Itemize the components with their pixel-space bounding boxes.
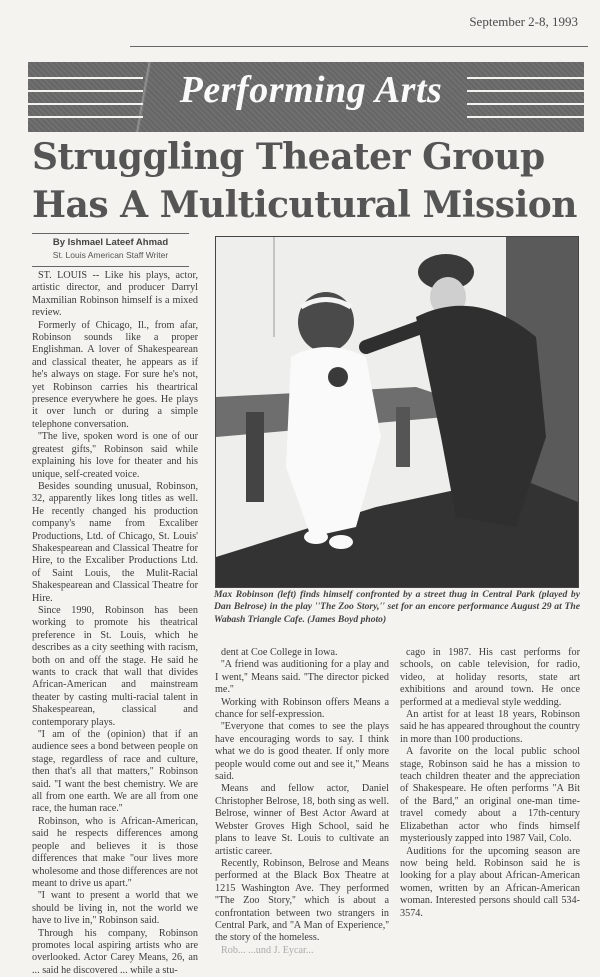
paragraph: A favorite on the local public school stage, Robinson said he has a mission to teach children theater and the appreciation of Shakespeare. He often performs ''A Bit of the Bard,'' an original one-man time-travel comedy about a 17th-century Elizabethan actor who finds himself mysteriously zapped into 1987 Vail, Colo. <box>400 746 580 845</box>
paragraph: cago in 1987. His cast performs for schools, on cable television, for radio, video, at holiday resorts, state art exhibitions and around town. He once performed at a medieval style wedding. <box>400 647 580 708</box>
paragraph: dent at Coe College in Iowa. <box>221 647 338 658</box>
byline-role: St. Louis American Staff Writer <box>52 250 169 260</box>
article-column-3 <box>400 647 580 920</box>
photo-caption: Max Robinson (left) finds himself confronted by a street thug in Central Park (played by Dan Belrose) in the play ''The Zoo Story,'' set for an encore performance August 29 at The Wabash Triangle Cafe. (James Boyd photo) <box>214 589 580 625</box>
section-title: Performing Arts <box>179 69 443 111</box>
paragraph: An artist for at least 18 years, Robinson said he has appeared throughout the country in more than 100 productions. <box>400 709 580 745</box>
byline-rule <box>32 266 189 267</box>
headline <box>32 133 592 229</box>
paragraph: Through his company, Robinson promotes local aspiring artists who are overlooked. Actor Carey Means, 26, an ... said he discovered ... while a stu- <box>32 927 198 976</box>
headline-line-1: Struggling Theater Group <box>32 136 545 178</box>
paragraph: Auditions for the upcoming season are now being held. Robinson said he is looking for a play about African-American women, written by an African-American woman. Interested persons should call 534-3574. <box>400 845 580 919</box>
paragraph: ST. LOUIS -- Like his plays, actor, artistic director, and producer Darryl Maxmilian Robinson himself is a mixed review. <box>32 270 198 319</box>
photo-illustration <box>216 237 578 587</box>
faded-text: Rob... ...und J. Eycar... <box>221 944 314 956</box>
banner-stripes-right <box>467 77 584 119</box>
top-rule <box>130 46 588 47</box>
byline-rule <box>32 233 189 234</box>
paragraph: ''I want to present a world that we should be living in, not the world we have to live in,'' Robinson said. <box>32 890 198 927</box>
paragraph: Working with Robinson offers Means a chance for self-expression. <box>215 696 389 721</box>
paragraph: Means and fellow actor, Daniel Christopher Belrose, 18, both sing as well. Belrose, winner of Best Actor Award at Webster Groves High School, said he plans to leave St. Louis to cultivate an artistic career. <box>215 783 389 857</box>
paragraph: Robinson, who is African-American, said he respects differences among people and believes it is those differences that make ''our lives more wholesome and those differences are not meant to drive us apart.'' <box>32 815 198 889</box>
paragraph: Besides sounding unusual, Robinson, 32, apparently likes long titles as well. He recently changed his production company's name from Excaliber Productions, Ltd. of Chicago, St. Louis' Shakespearean and Classical Theatre for Hire, to the Excaliber Productions Ltd. of Saint Louis, the Mulit-Racial Shakespearean and Classical Theatre for Hire. <box>32 480 198 604</box>
paragraph: Since 1990, Robinson has been working to promote his theatrical preference in St. Louis, which he describes as a city seething with racism, both on and off the stage. He said he wants to crack that wall that divides African-American and mainstream theater by casting multi-racial talent in Shakespearean, classical and contemporary plays. <box>32 604 198 728</box>
stage-photo <box>215 236 579 588</box>
byline-author: By Ishmael Lateef Ahmad <box>52 237 169 248</box>
dateline: September 2-8, 1993 <box>469 14 578 29</box>
section-banner <box>28 62 584 132</box>
paragraph: ''Everyone that comes to see the plays have encouraging words to say. I think what we do is good theater. If only more people would come out and see it,'' Means said. <box>215 721 389 783</box>
byline <box>32 237 189 260</box>
article-column-2 <box>215 647 389 957</box>
paragraph: ''A friend was auditioning for a play and I went,'' Means said. ''The director picked me.'' <box>215 659 389 696</box>
headline-line-2: Has A Multicutural Mission <box>32 184 577 226</box>
paper-tear <box>123 62 173 132</box>
paragraph: ''I am of the (opinion) that if an audience sees a bond between people on stage, regardless of race and culture, then that's all that matters,'' Robinson said. ''I want the best chemistry. We are all from one earth. We are all from one race, the human race.'' <box>32 729 198 815</box>
paragraph: ''The live, spoken word is one of our greatest gifts,'' Robinson said while explaining his love for theater and his unique, self-created voice. <box>32 431 198 480</box>
article-column-1 <box>32 270 198 977</box>
paragraph: Recently, Robinson, Belrose and Means performed at the Black Box Theatre at 1215 Washington Ave. They performed ''The Zoo Story,'' which is about a confrontation between two strangers in Central Park, and ''A Man of Experience,'' the story of the homeless. <box>215 857 389 944</box>
paragraph: Formerly of Chicago, Il., from afar, Robinson sounds like a proper Englishman. A lover of Shakespearean and classical theater, he appears as if he's always on stage. For sure he's not, yet Robinson carries his theartrical presence everywhere he goes. He plays it over lunch or during a simple telephone conversation. <box>32 319 198 430</box>
